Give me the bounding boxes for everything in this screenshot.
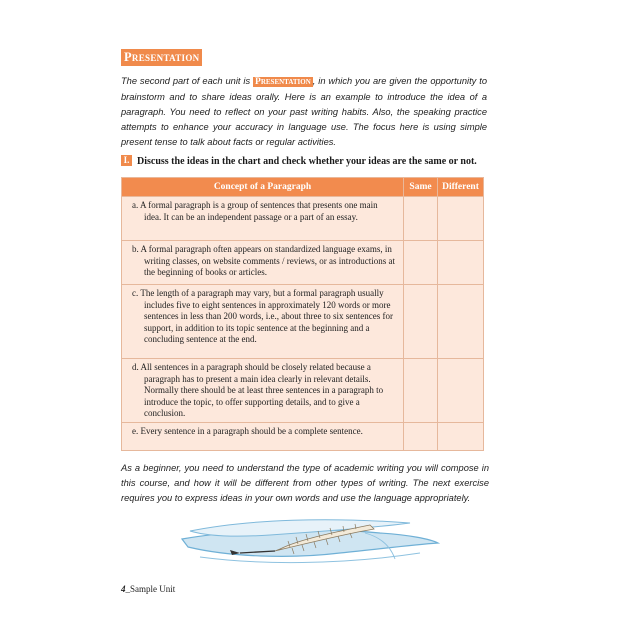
exercise-number: I.	[121, 155, 132, 166]
page-number: 4	[121, 584, 126, 594]
table-cell-concept	[122, 241, 404, 285]
outro-paragraph: As a beginner, you need to understand the type of academic writing you will compose in this course, and how it will be different from other types of writing. The next exercise requires you to express ideas in your own words and use the language appropriately.	[121, 463, 489, 503]
different-checkbox-cell[interactable]	[438, 359, 484, 423]
concept-table	[121, 177, 484, 451]
header-different: Different	[438, 178, 484, 197]
table-cell-concept	[122, 422, 404, 450]
footer-label: _Sample Unit	[125, 584, 176, 594]
intro-inline-badge: Presentation	[255, 77, 311, 87]
row-text: b. A formal paragraph often appears on standardized language exams, in writing classes, on website comments / reviews, or as introductions at the beginning of books or articles.	[132, 244, 395, 278]
row-text: d. All sentences in a paragraph should be closely related because a paragraph has to present a main idea clearly in relevant details. Normally there should be at least three sentences in a paragraph to introduce the topic, to offer supporting details, and to give a conclusion.	[132, 362, 384, 419]
different-checkbox-cell[interactable]	[438, 241, 484, 285]
same-checkbox-cell[interactable]	[404, 241, 438, 285]
same-checkbox-cell[interactable]	[404, 197, 438, 241]
different-checkbox-cell[interactable]	[438, 197, 484, 241]
exercise-text: Discuss the ideas in the chart and check whether your ideas are the same or not.	[137, 156, 477, 167]
header-same: Same	[404, 178, 438, 197]
table-cell-concept	[122, 197, 404, 241]
header-concept: Concept of a Paragraph	[122, 178, 404, 197]
table-row	[122, 241, 484, 285]
table-row	[122, 359, 484, 423]
row-text: e. Every sentence in a paragraph should be a complete sentence.	[132, 425, 363, 436]
table-row	[122, 422, 484, 450]
quill-pen-icon	[180, 509, 440, 574]
page-footer	[121, 584, 175, 594]
table-cell-concept	[122, 359, 404, 423]
intro-paragraph	[121, 74, 487, 150]
intro-text-before: The second part of each unit is	[121, 76, 254, 86]
same-checkbox-cell[interactable]	[404, 285, 438, 359]
same-checkbox-cell[interactable]	[404, 422, 438, 450]
same-checkbox-cell[interactable]	[404, 359, 438, 423]
section-heading: Presentation	[121, 49, 202, 66]
table-cell-concept	[122, 285, 404, 359]
row-text: c. The length of a paragraph may vary, but a formal paragraph usually includes five to eight sentences in approximately 120 words or more sentences in less than 200 words, i.e., about three to six sentences for support, in addition to its topic sentence at the beginning and a concluding sentence at the end.	[132, 288, 393, 345]
different-checkbox-cell[interactable]	[438, 285, 484, 359]
intro-text-after: , in which you are given the opportunity to brainstorm and to share ideas orally. Here is an example to introduce the idea of a paragraph. You need to reflect on your past writing habits. Also, the speaking practice attempts to enhance your accuracy in language use. The focus here is using simple present tense to talk about facts or regular activities.	[121, 76, 487, 147]
table-row	[122, 197, 484, 241]
table-header-row	[122, 178, 484, 197]
exercise-instruction	[121, 155, 491, 169]
row-text: a. A formal paragraph is a group of sentences that presents one main idea. It can be an independent passage or a part of an essay.	[132, 200, 378, 222]
different-checkbox-cell[interactable]	[438, 422, 484, 450]
table-row	[122, 285, 484, 359]
